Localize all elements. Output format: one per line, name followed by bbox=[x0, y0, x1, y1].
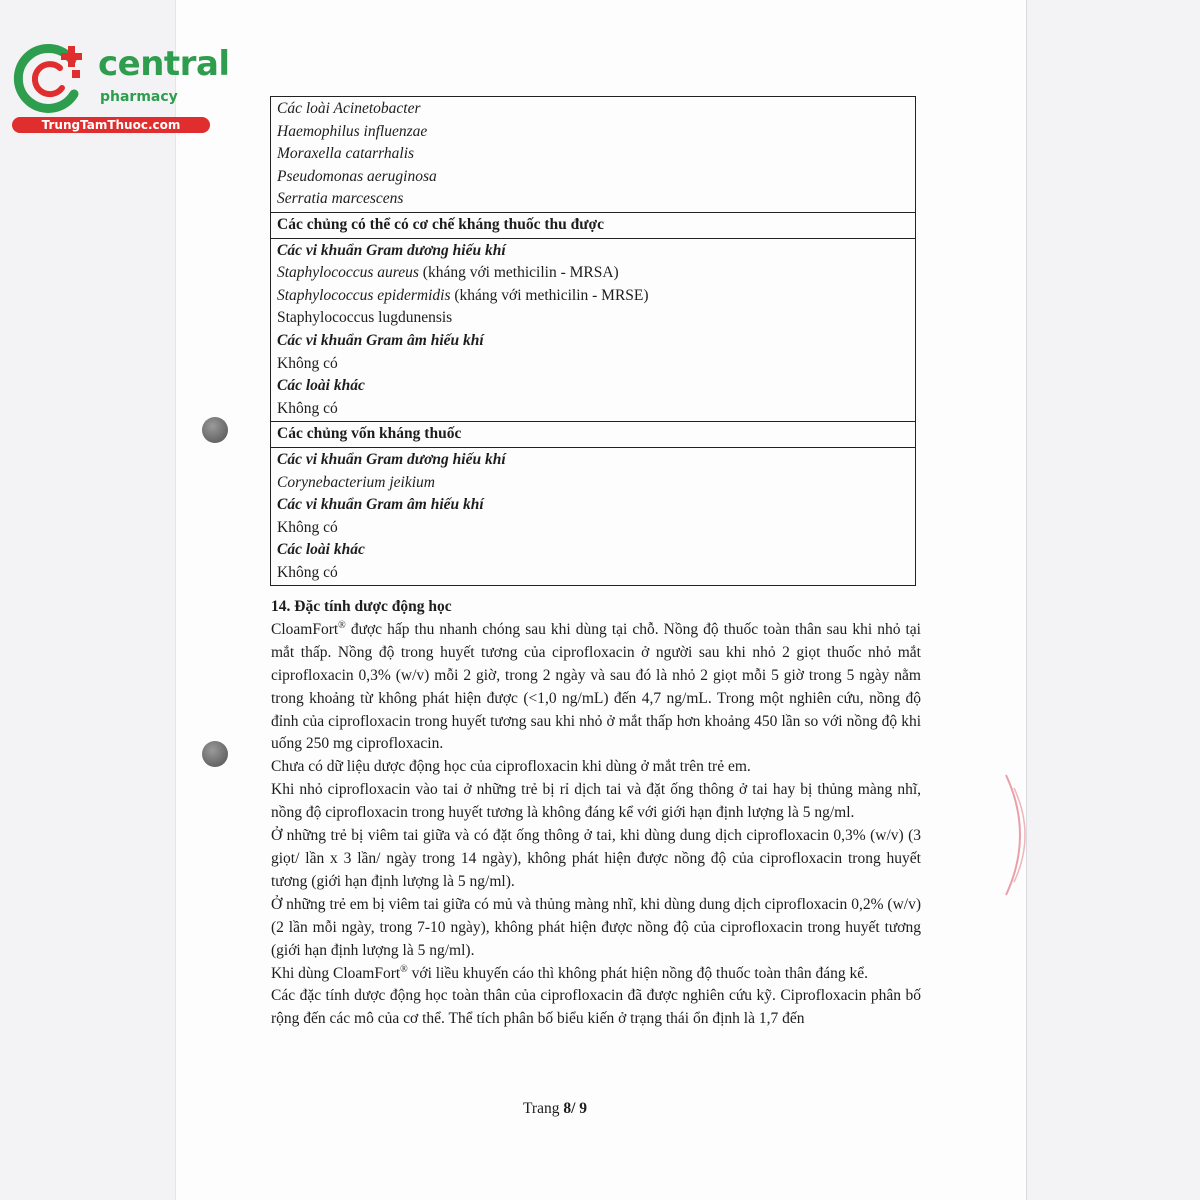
table-row: Không có bbox=[277, 399, 338, 417]
paragraph-text: Khi dùng CloamFort bbox=[271, 964, 401, 982]
group-heading: Các vi khuẩn Gram âm hiếu khí bbox=[277, 331, 484, 349]
page-label: Trang bbox=[522, 1100, 564, 1117]
table-row: Không có bbox=[277, 563, 338, 581]
table-row: Không có bbox=[277, 518, 338, 536]
brand-name: CloamFort bbox=[271, 620, 339, 638]
table-header-acquired bbox=[271, 212, 915, 238]
table-row: Serratia marcescens bbox=[277, 190, 404, 208]
section-14 bbox=[271, 596, 921, 1031]
section-heading: Các chủng vốn kháng thuốc bbox=[277, 425, 462, 443]
organism-note: (kháng với methicilin - MRSE) bbox=[450, 286, 649, 304]
logo-mark-icon bbox=[12, 38, 98, 116]
section-heading: Các chủng có thể có cơ chế kháng thuốc thu được bbox=[277, 215, 605, 233]
table-row: Moraxella catarrhalis bbox=[277, 145, 415, 163]
page-number: 8/ 9 bbox=[563, 1100, 588, 1117]
section-title: 14. Đặc tính dược động học bbox=[271, 598, 452, 615]
paragraph bbox=[271, 619, 921, 756]
organism-name: Staphylococcus aureus bbox=[277, 264, 419, 282]
paragraph: Ở những trẻ bị viêm tai giữa và có đặt ống thông ở tai, khi dùng dung dịch ciprofloxacin 0,3% (w/v) (3 giọt/ lần x 3 lần/ ngày trong 14 ngày), không phát hiện được nồng độ của ciprofloxacin trong huyết tương (giới hạn định lượng là 5 ng/ml). bbox=[271, 827, 921, 890]
table-row: Các loài Acinetobacter bbox=[277, 100, 421, 117]
paragraph: Các đặc tính dược động học toàn thân của ciprofloxacin đã được nghiên cứu kỹ. Ciprofloxacin phân bố rộng đến các mô của cơ thể. Thể tích phân bố biểu kiến ở trạng thái ổn định là 1,7 đến bbox=[271, 987, 921, 1028]
table-section-intrinsic bbox=[271, 447, 915, 586]
stamp-fragment-icon bbox=[1000, 770, 1040, 900]
table-row: Corynebacterium jeikium bbox=[277, 473, 435, 491]
table-section-acquired bbox=[271, 238, 915, 422]
organism-name: Staphylococcus epidermidis bbox=[277, 286, 451, 304]
group-heading: Các vi khuẩn Gram dương hiếu khí bbox=[277, 241, 506, 259]
registered-mark: ® bbox=[400, 963, 408, 975]
table-header-intrinsic bbox=[271, 421, 915, 447]
table-row: Pseudomonas aeruginosa bbox=[277, 167, 437, 185]
logo-site-banner: TrungTamThuoc.com bbox=[12, 117, 210, 133]
table-row: Staphylococcus lugdunensis bbox=[277, 309, 453, 327]
paragraph-text: với liều khuyến cáo thì không phát hiện nồng độ thuốc toàn thân đáng kể. bbox=[407, 964, 868, 982]
group-heading: Các loài khác bbox=[277, 541, 365, 559]
paragraph: Chưa có dữ liệu dược động học của ciprofloxacin khi dùng ở mắt trên trẻ em. bbox=[271, 758, 751, 776]
central-pharmacy-logo[interactable] bbox=[12, 38, 230, 138]
table-row bbox=[277, 285, 909, 308]
susceptibility-table bbox=[270, 96, 916, 586]
registered-mark: ® bbox=[338, 619, 346, 631]
page-footer bbox=[0, 1100, 1110, 1118]
paragraph: Khi nhỏ ciprofloxacin vào tai ở những trẻ bị rỉ dịch tai và đặt ống thông ở tai hay bị thủng màng nhĩ, nồng độ ciprofloxacin trong huyết tương là không đáng kể với giới hạn định lượng là 5 ng/ml. bbox=[271, 781, 921, 822]
logo-brand-text: central bbox=[98, 44, 230, 84]
group-heading: Các vi khuẩn Gram âm hiếu khí bbox=[277, 496, 484, 514]
paragraph: Ở những trẻ em bị viêm tai giữa có mủ và thủng màng nhĩ, khi dùng dung dịch ciprofloxacin 0,2% (w/v) (2 lần mỗi ngày, trong 7-10 ngày), không phát hiện được nồng độ của ciprofloxacin trong huyết tương (giới hạn định lượng là 5 ng/ml). bbox=[271, 895, 921, 959]
table-row: Không có bbox=[277, 354, 338, 372]
group-heading: Các loài khác bbox=[277, 377, 365, 395]
punch-hole bbox=[202, 417, 228, 443]
table-section-top bbox=[271, 97, 915, 212]
group-heading: Các vi khuẩn Gram dương hiếu khí bbox=[277, 450, 506, 468]
paragraph bbox=[271, 963, 921, 986]
punch-hole bbox=[202, 741, 228, 767]
table-row: Haemophilus influenzae bbox=[277, 122, 428, 140]
logo-sub-text: pharmacy bbox=[100, 89, 178, 105]
table-row bbox=[277, 262, 909, 285]
organism-note: (kháng với methicilin - MRSA) bbox=[418, 264, 619, 282]
paragraph-text: được hấp thu nhanh chóng sau khi dùng tại chỗ. Nồng độ thuốc toàn thân sau khi nhỏ tại mắt thấp. Nồng độ trong huyết tương của ciprofloxacin ở người sau khi nhỏ 2 giọt thuốc nhỏ mắt ciprofloxacin 0,3% (w/v) mỗi 2 giờ, trong 2 ngày và sau đó là nhỏ 2 giọt mỗi 5 giờ trong 5 ngày nằm trong khoảng từ không phát hiện được (<1,0 ng/mL) đến 4,7 ng/mL. Trong một nghiên cứu, nồng độ đỉnh của ciprofloxacin trong huyết tương sau khi nhỏ ở mắt thấp hơn khoảng 450 lần so với nồng độ khi uống 250 mg ciprofloxacin. bbox=[271, 620, 921, 753]
